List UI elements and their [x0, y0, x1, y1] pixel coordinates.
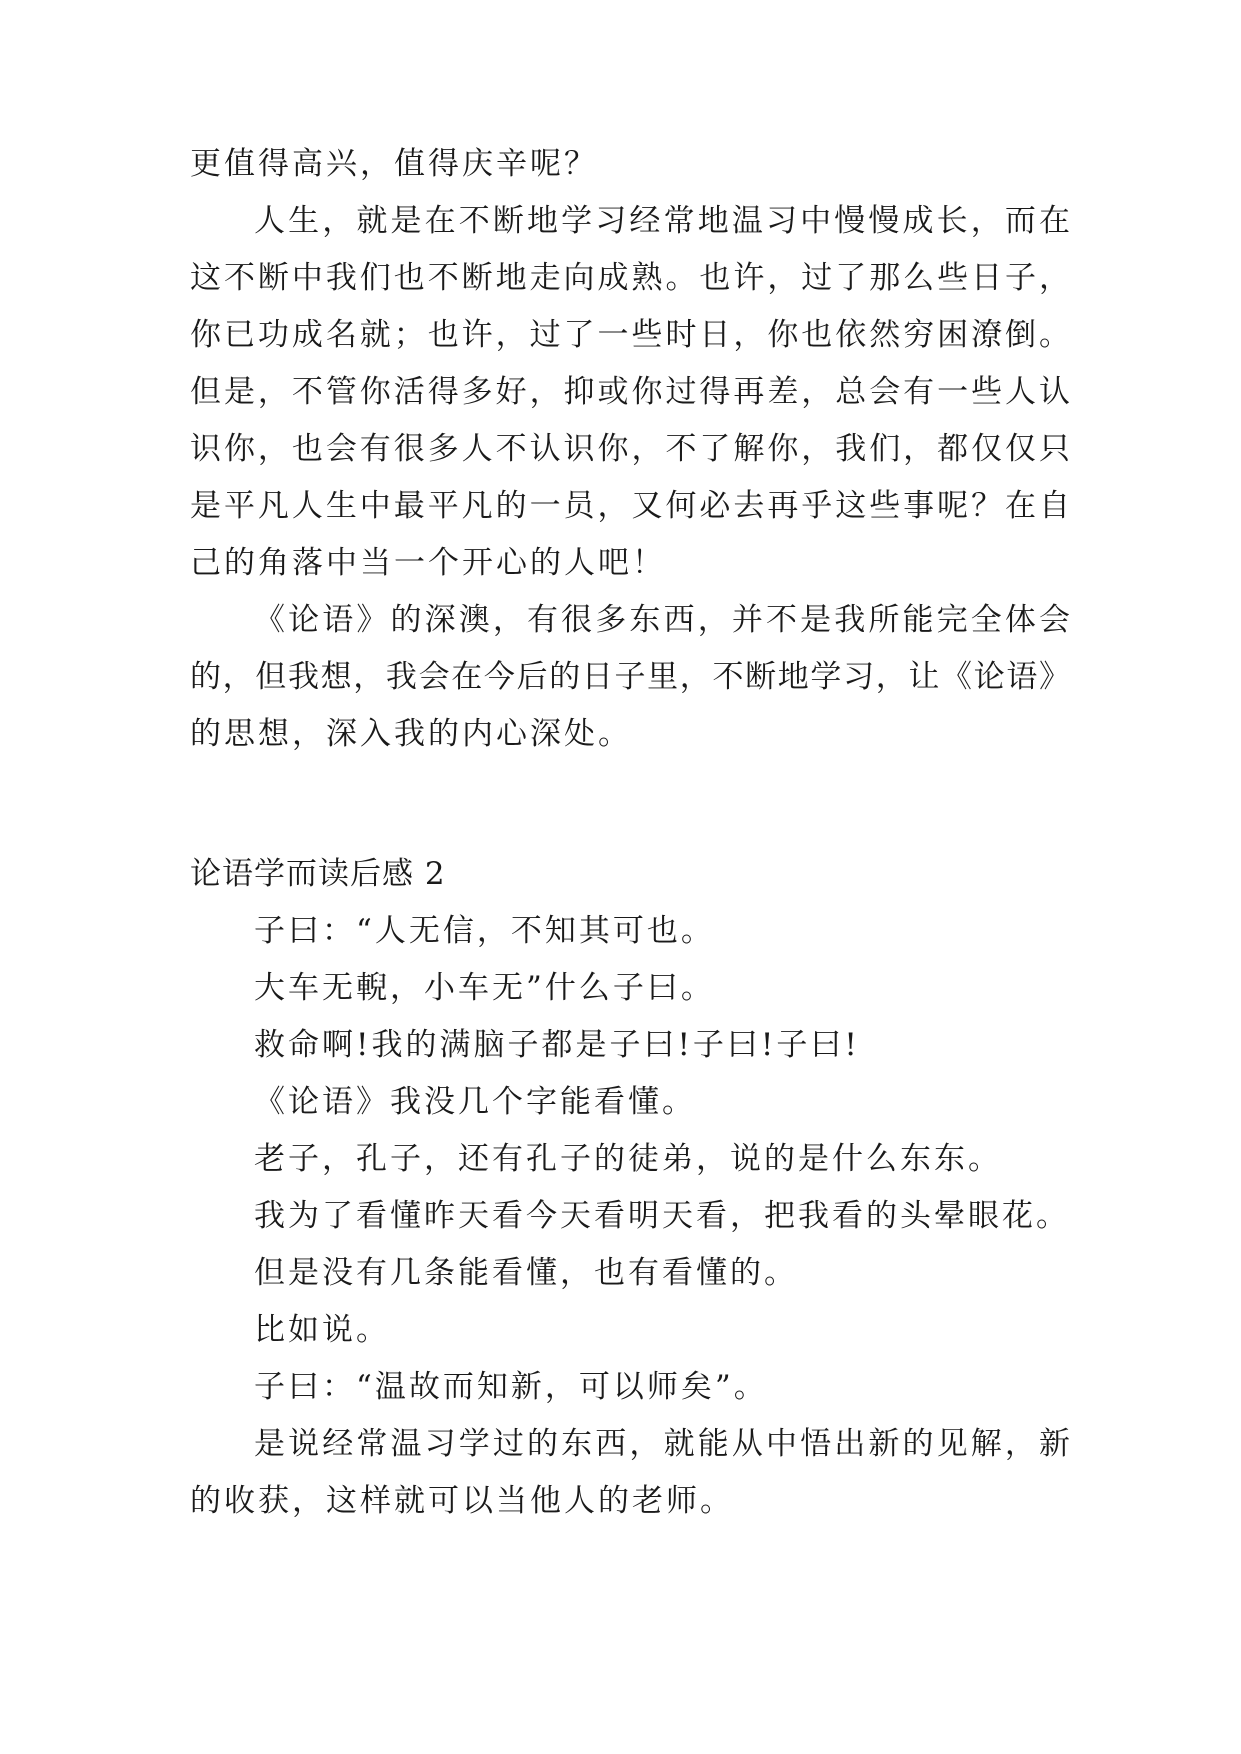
closing-line-1: 是说经常温习学过的东西，就能从中悟出新的见解，新: [254, 1426, 1070, 1462]
paragraph1-line-5: 识你，也会有很多人不认识你，不了解你，我们，都仅仅只: [190, 431, 1070, 467]
paragraph1-line-1: 人生，就是在不断地学习经常地温习中慢慢成长，而在: [254, 203, 1070, 239]
body-line-3: 救命啊!我的满脑子都是子曰!子曰!子曰!: [254, 1027, 860, 1063]
body-line-9: 子曰：“温故而知新，可以师矣”。: [254, 1369, 768, 1405]
continuation-line: 更值得高兴，值得庆辛呢？: [190, 146, 598, 182]
body-line-5: 老子，孔子，还有孔子的徒弟，说的是什么东东。: [254, 1141, 1002, 1177]
section-title: 论语学而读后感 2: [190, 856, 446, 892]
body-line-4: 《论语》我没几个字能看懂。: [254, 1084, 696, 1120]
paragraph1-line-3: 你已功成名就；也许，过了一些时日，你也依然穷困潦倒。: [190, 317, 1070, 353]
closing-line-2: 的收获，这样就可以当他人的老师。: [190, 1483, 734, 1519]
paragraph1-line-4: 但是，不管你活得多好，抑或你过得再差，总会有一些人认: [190, 374, 1070, 410]
paragraph1-line-2: 这不断中我们也不断地走向成熟。也许，过了那么些日子，: [190, 260, 1070, 296]
body-line-6: 我为了看懂昨天看今天看明天看，把我看的头晕眼花。: [254, 1198, 1070, 1234]
body-line-1: 子曰：“人无信，不知其可也。: [254, 913, 715, 949]
paragraph1-line-6: 是平凡人生中最平凡的一员，又何必去再乎这些事呢？在自: [190, 488, 1070, 524]
paragraph2-line-1: 《论语》的深澳，有很多东西，并不是我所能完全体会: [254, 602, 1070, 638]
body-line-7: 但是没有几条能看懂，也有看懂的。: [254, 1255, 798, 1291]
paragraph2-line-2: 的，但我想，我会在今后的日子里，不断地学习，让《论语》: [190, 659, 1070, 695]
body-line-2: 大车无輗，小车无”什么子曰。: [254, 970, 715, 1006]
paragraph2-line-3: 的思想，深入我的内心深处。: [190, 716, 632, 752]
paragraph1-line-7: 己的角落中当一个开心的人吧！: [190, 545, 666, 581]
body-line-8: 比如说。: [254, 1312, 390, 1348]
